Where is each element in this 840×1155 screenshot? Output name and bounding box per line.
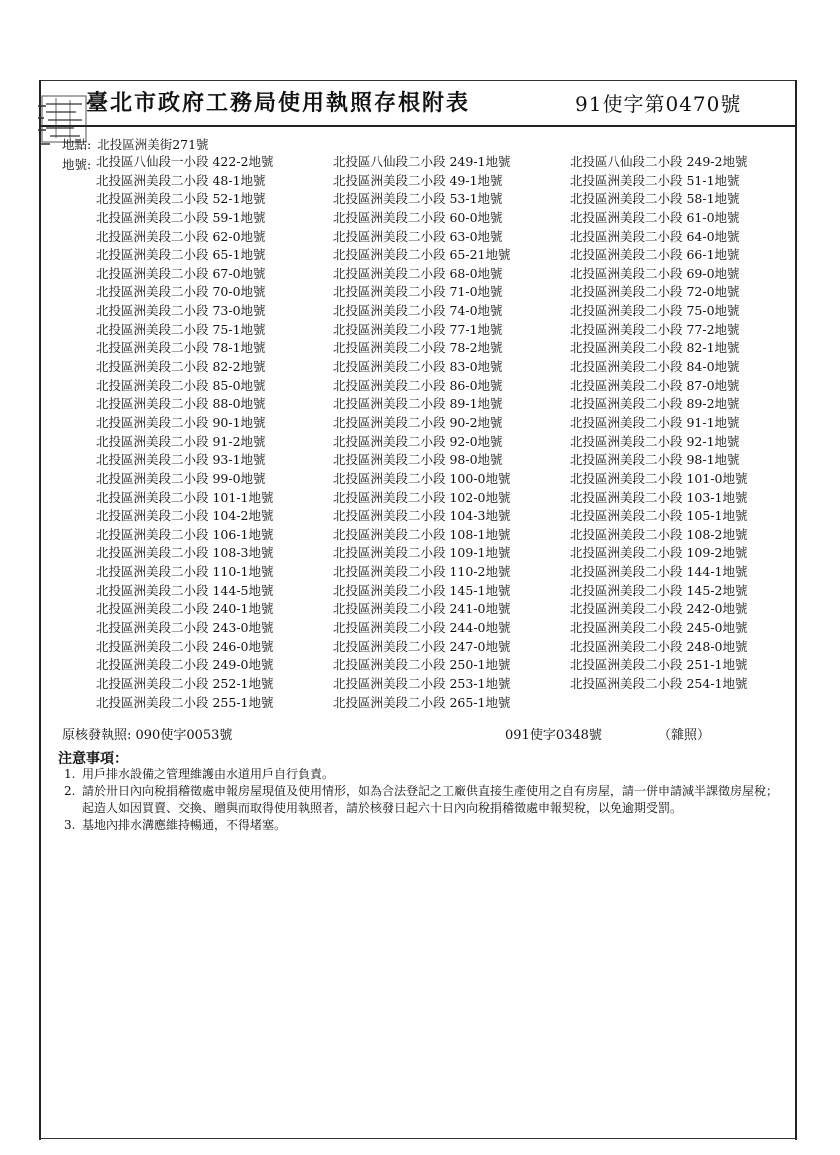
lot-number-item: 北投區洲美段二小段 100-0地號 [333,470,511,486]
original-license-type: （雜照） [658,728,711,743]
lot-number-item: 北投區八仙段一小段 422-2地號 [96,154,274,169]
note-item [64,817,784,834]
lot-number-item: 北投區洲美段二小段 144-5地號 [96,582,274,598]
lot-number-item: 北投區洲美段二小段 91-2地號 [96,433,266,449]
lot-number-item: 北投區洲美段二小段 78-1地號 [96,340,266,356]
lot-number-item: 北投區洲美段二小段 65-21地號 [333,247,511,263]
lot-number-item: 北投區洲美段二小段 86-0地號 [333,377,503,393]
lot-number-item: 北投區洲美段二小段 109-1地號 [333,545,511,561]
original-license-2: 091使字0348號 [505,728,602,743]
lot-number-item: 北投區洲美段二小段 53-1地號 [333,191,503,207]
lot-number-item: 北投區洲美段二小段 74-0地號 [333,303,503,319]
lot-number-item: 北投區洲美段二小段 75-1地號 [96,321,266,337]
lot-number-item: 北投區洲美段二小段 145-1地號 [333,582,511,598]
lot-number-item: 北投區洲美段二小段 83-0地號 [333,359,503,375]
bottom-border [39,1138,797,1139]
lot-number-item: 北投區洲美段二小段 68-0地號 [333,265,503,281]
lot-number-item: 北投區洲美段二小段 108-2地號 [570,526,748,542]
lot-column-1 [96,153,336,712]
note-text: 用戶排水設備之管理維護由水道用戶自行負責。 [82,767,335,781]
lot-number-item: 北投區洲美段二小段 101-1地號 [96,489,274,505]
lot-number-item: 北投區洲美段二小段 103-1地號 [570,489,748,505]
lot-number-item: 北投區洲美段二小段 88-0地號 [96,396,266,412]
lot-number-item: 北投區洲美段二小段 90-1地號 [96,414,266,430]
lot-number-item: 北投區洲美段二小段 85-0地號 [96,377,266,393]
lot-number-item: 北投區洲美段二小段 244-0地號 [333,620,511,636]
lot-column-2 [333,153,573,712]
lot-number-item: 北投區洲美段二小段 62-0地號 [96,228,266,244]
left-border [39,80,41,1140]
lot-number-item: 北投區洲美段二小段 242-0地號 [570,601,748,617]
lot-number-item: 北投區洲美段二小段 75-0地號 [570,303,740,319]
original-license: 原核發執照: 090使字0053號 [62,728,233,743]
notes-list [64,766,784,834]
lot-number-item: 北投區洲美段二小段 61-0地號 [570,209,740,225]
lot-column-3 [570,153,810,694]
lot-number-item: 北投區洲美段二小段 92-0地號 [333,433,503,449]
lot-number-item: 北投區洲美段二小段 144-1地號 [570,564,748,580]
lot-number-item: 北投區洲美段二小段 63-0地號 [333,228,503,244]
lot-number-item: 北投區洲美段二小段 104-3地號 [333,508,511,524]
lot-number-item: 北投區洲美段二小段 249-0地號 [96,657,274,673]
lot-number-item: 北投區洲美段二小段 101-0地號 [570,470,748,486]
lot-number-item: 北投區洲美段二小段 77-2地號 [570,321,740,337]
lot-number-item: 北投區洲美段二小段 78-2地號 [333,340,503,356]
lot-number-item: 北投區洲美段二小段 92-1地號 [570,433,740,449]
note-number: 1. [64,767,76,781]
lot-number-item: 北投區洲美段二小段 89-2地號 [570,396,740,412]
note-item [64,766,784,783]
address-line [62,135,209,153]
lot-number-item: 北投區洲美段二小段 109-2地號 [570,545,748,561]
lot-number-item: 北投區洲美段二小段 106-1地號 [96,526,274,542]
lot-number-item: 北投區洲美段二小段 110-1地號 [96,564,274,580]
lot-number-item: 北投區洲美段二小段 240-1地號 [96,601,274,617]
top-border [39,80,797,81]
note-text: 請於卅日內向稅捐稽徵處申報房屋現值及使用情形，如為合法登記之工廠供直接生產使用之自有房屋，請一併申請減半課徵房屋稅；起造人如因買賣、交換、贈與而取得使用執照者，請於核發日起六十日內向稅捐稽徵處申報契稅，以免逾期受罰。 [82,784,779,815]
lot-number-item: 北投區洲美段二小段 49-1地號 [333,172,503,188]
note-text: 基地內排水溝應維持暢通，不得堵塞。 [82,818,287,832]
lot-number-item: 北投區洲美段二小段 255-1地號 [96,694,274,710]
lot-number-item: 北投區洲美段二小段 252-1地號 [96,675,274,691]
lot-number-item: 北投區洲美段二小段 91-1地號 [570,414,740,430]
lot-number-item: 北投區洲美段二小段 104-2地號 [96,508,274,524]
lot-number-item: 北投區洲美段二小段 51-1地號 [570,172,740,188]
lot-number-item: 北投區洲美段二小段 247-0地號 [333,638,511,654]
lot-number-item: 北投區洲美段二小段 66-1地號 [570,247,740,263]
lot-number-item: 北投區洲美段二小段 87-0地號 [570,377,740,393]
note-number: 3. [64,818,76,832]
document-number: 91使字第0470號 [575,92,742,116]
lot-number-item: 北投區洲美段二小段 98-1地號 [570,452,740,468]
note-number: 2. [64,784,76,798]
lot-number-item: 北投區洲美段二小段 84-0地號 [570,359,740,375]
lot-number-item: 北投區洲美段二小段 82-1地號 [570,340,740,356]
address-value: 北投區洲美街271號 [97,137,209,152]
lot-number-item: 北投區洲美段二小段 99-0地號 [96,470,266,486]
lot-number-item: 北投區洲美段二小段 93-1地號 [96,452,266,468]
lot-number-item: 北投區八仙段二小段 249-1地號 [333,154,511,169]
lot-number-item: 北投區洲美段二小段 90-2地號 [333,414,503,430]
lot-number-item: 北投區洲美段二小段 145-2地號 [570,582,748,598]
lot-number-item: 北投區洲美段二小段 71-0地號 [333,284,503,300]
lot-number-item: 北投區洲美段二小段 243-0地號 [96,620,274,636]
lot-number-item: 北投區洲美段二小段 72-0地號 [570,284,740,300]
lot-number-item: 北投區洲美段二小段 70-0地號 [96,284,266,300]
lot-number-item: 北投區洲美段二小段 48-1地號 [96,172,266,188]
lot-number-item: 北投區八仙段二小段 249-2地號 [570,154,748,169]
lot-number-item: 北投區洲美段二小段 69-0地號 [570,265,740,281]
lot-number-item: 北投區洲美段二小段 65-1地號 [96,247,266,263]
address-label: 地點: [62,137,92,152]
lot-number-item: 北投區洲美段二小段 58-1地號 [570,191,740,207]
lot-number-item: 北投區洲美段二小段 110-2地號 [333,564,511,580]
lot-number-item: 北投區洲美段二小段 77-1地號 [333,321,503,337]
lot-number-item: 北投區洲美段二小段 105-1地號 [570,508,748,524]
title-underline [39,125,797,127]
lot-number-item: 北投區洲美段二小段 89-1地號 [333,396,503,412]
lot-number-item: 北投區洲美段二小段 108-3地號 [96,545,274,561]
page-title: 臺北市政府工務局使用執照存根附表 [86,90,471,116]
lot-number-item: 北投區洲美段二小段 241-0地號 [333,601,511,617]
lot-number-item: 北投區洲美段二小段 253-1地號 [333,675,511,691]
notes-title: 注意事項： [58,751,128,767]
note-item [64,783,784,817]
lot-number-item: 北投區洲美段二小段 265-1地號 [333,694,511,710]
lot-number-item: 北投區洲美段二小段 250-1地號 [333,657,511,673]
lot-number-item: 北投區洲美段二小段 64-0地號 [570,228,740,244]
lot-number-item: 北投區洲美段二小段 245-0地號 [570,620,748,636]
lot-number-item: 北投區洲美段二小段 59-1地號 [96,209,266,225]
lot-number-item: 北投區洲美段二小段 254-1地號 [570,675,748,691]
lots-label: 地號: [62,157,92,172]
lot-number-item: 北投區洲美段二小段 246-0地號 [96,638,274,654]
lot-number-item: 北投區洲美段二小段 108-1地號 [333,526,511,542]
lot-number-item: 北投區洲美段二小段 73-0地號 [96,303,266,319]
lot-number-item: 北投區洲美段二小段 98-0地號 [333,452,503,468]
lot-number-item: 北投區洲美段二小段 52-1地號 [96,191,266,207]
lot-number-item: 北投區洲美段二小段 67-0地號 [96,265,266,281]
lot-number-item: 北投區洲美段二小段 251-1地號 [570,657,748,673]
lot-number-item: 北投區洲美段二小段 102-0地號 [333,489,511,505]
lot-number-item: 北投區洲美段二小段 82-2地號 [96,359,266,375]
lot-number-item: 北投區洲美段二小段 60-0地號 [333,209,503,225]
lot-number-item: 北投區洲美段二小段 248-0地號 [570,638,748,654]
